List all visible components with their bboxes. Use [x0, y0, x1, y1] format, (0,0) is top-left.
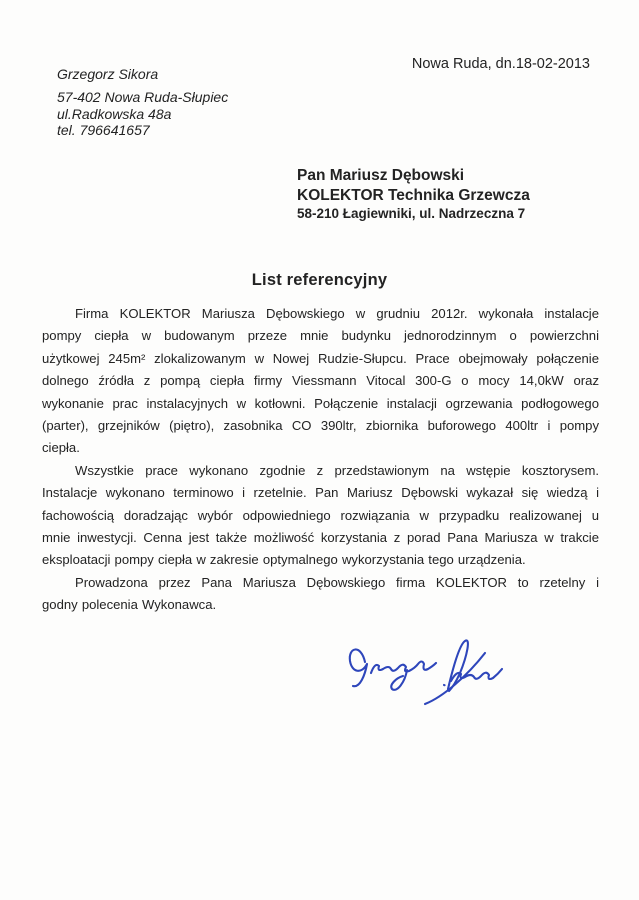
- handwritten-signature-icon: [345, 628, 510, 714]
- sender-phone: tel. 796641657: [57, 122, 150, 138]
- body-line: użytkowej 245m² zlokalizowanym w Nowej Rudzie-Słupcu. Prace obejmowały połączenie: [42, 350, 599, 366]
- letter-body: [42, 303, 599, 616]
- recipient-address: 58-210 Łagiewniki, ul. Nadrzeczna 7: [297, 206, 526, 221]
- body-line: dolnego źródła z pompą ciepła firmy Viessmann Vitocal 300-G o mocy 14,0kW oraz: [42, 373, 599, 389]
- recipient-company: KOLEKTOR Technika Grzewcza: [297, 186, 530, 204]
- body-line: godny polecenia Wykonawca.: [42, 597, 217, 613]
- body-line: eksploatacji pompy ciepła w zakresie optymalnego wykorzystania tego urządzenia.: [42, 552, 526, 568]
- sender-address-line: 57-402 Nowa Ruda-Słupiec: [57, 89, 229, 105]
- letter-title: List referencyjny: [251, 271, 388, 289]
- body-line: (parter), grzejników (piętro), zasobnika CO 390ltr, zbiornika buforowego 400ltr i pompy: [42, 417, 599, 433]
- sender-block: [57, 66, 228, 139]
- letter-date: Nowa Ruda, dn.18-02-2013: [411, 56, 590, 72]
- body-line: Firma KOLEKTOR Mariusza Dębowskiego w grudniu 2012r. wykonała instalacje: [75, 306, 599, 321]
- recipient-block: [297, 166, 530, 223]
- recipient-name: Pan Mariusz Dębowski: [297, 167, 465, 184]
- sender-name: Grzegorz Sikora: [57, 66, 159, 82]
- body-line: pompy ciepła w budowanym przeze mnie budynku jednorodzinnym o powierzchni: [42, 328, 599, 344]
- body-line: mnie inwestycji. Cenna jest także możliwość korzystania z porad Pana Mariusza w trakcie: [42, 529, 599, 545]
- body-line: fachowością doradzając wybór odpowiedniego rozwiązania w przypadku realizowanej u: [42, 507, 599, 523]
- sender-address-line: ul.Radkowska 48a: [57, 105, 172, 122]
- body-line: ciepła.: [42, 440, 80, 456]
- body-line: Prowadzona przez Pana Mariusza Dębowskiego firma KOLEKTOR to rzetelny i: [75, 574, 599, 590]
- body-line: Instalacje wykonano terminowo i rzetelnie. Pan Mariusz Dębowski wykazał się wiedzą i: [42, 485, 599, 501]
- signature: [345, 628, 510, 714]
- body-line: Wszystkie prace wykonano zgodnie z przedstawionym na wstępie kosztorysem.: [75, 462, 599, 478]
- body-line: wykonanie prac instalacyjnych w kotłowni. Połączenie instalacji ogrzewania podłogowego: [42, 395, 599, 411]
